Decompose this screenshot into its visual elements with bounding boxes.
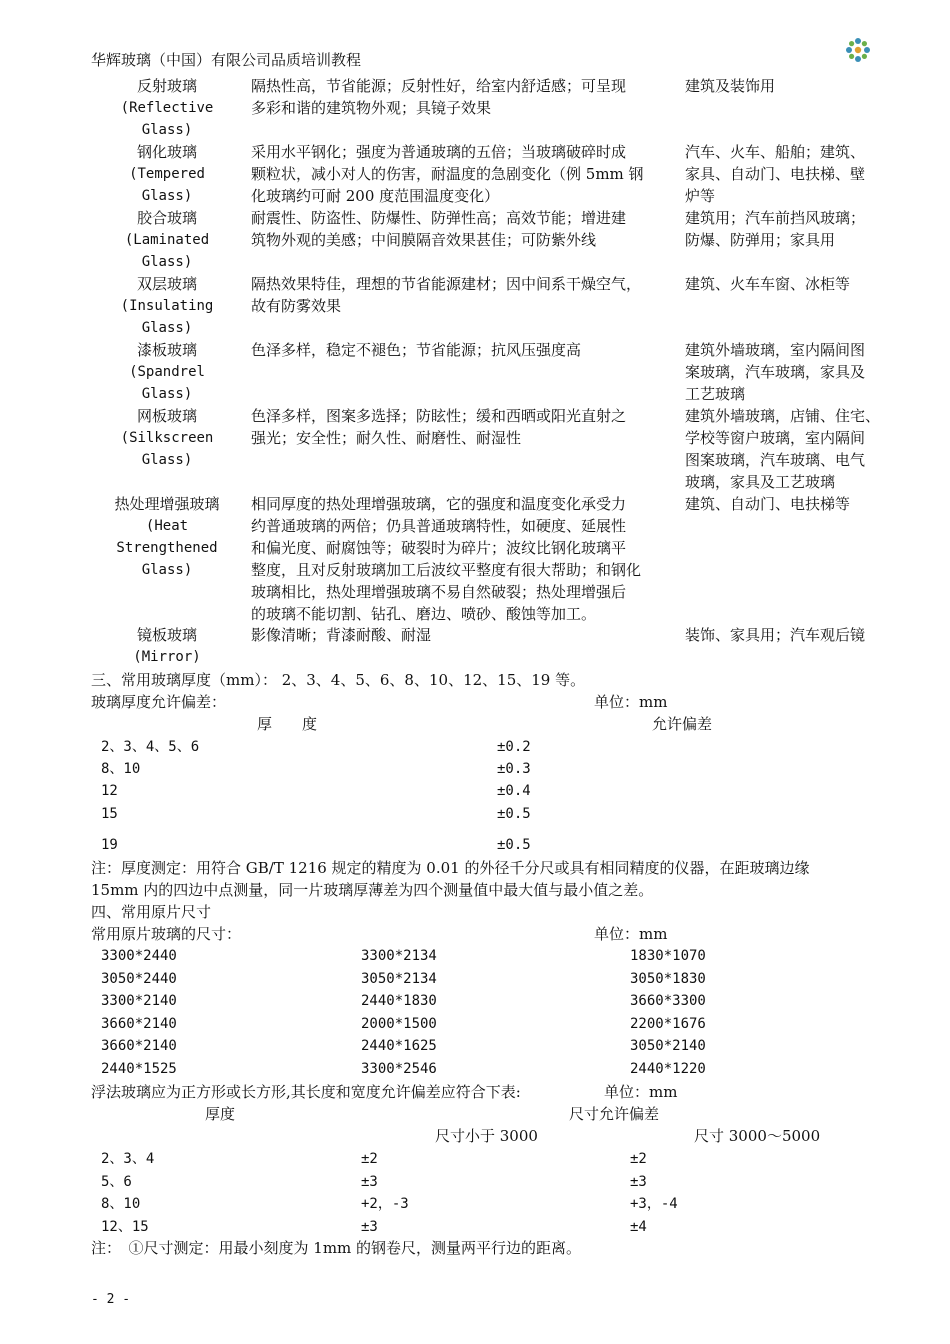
glass-type-name: [92, 624, 242, 668]
use-line: 建筑、火车车窗、冰柜等: [685, 275, 851, 293]
glass-name-en: Glass): [141, 320, 193, 336]
glass-name-en: (Silkscreen: [120, 430, 214, 446]
thickness-row-3-t: 12: [101, 783, 118, 799]
section4-heading: 四、常用原片尺寸: [91, 903, 212, 921]
thickness-row-5-v: ±0.5: [497, 837, 531, 853]
glass-name-en: Glass): [141, 122, 193, 138]
glass-name-en: Glass): [141, 188, 193, 204]
size-cell: 3300*2134: [361, 948, 437, 964]
feature-line: 隔热效果特佳，理想的节省能源建材；因中间系干燥空气，: [251, 275, 642, 293]
glass-name-zh: 镜板玻璃: [136, 626, 197, 644]
feature-line: 筑物外观的美感；中间膜隔音效果甚佳；可防紫外线: [251, 231, 597, 249]
sizes-unit: 单位：mm: [594, 925, 668, 943]
glass-features: [251, 207, 671, 251]
feature-line: 颗粒状，减小对人的伤害，耐温度的急剧变化（例 5mm 钢: [251, 165, 644, 183]
use-line: 家具、自动门、电扶梯、壁: [685, 165, 866, 183]
size-cell: 2440*1625: [361, 1038, 437, 1054]
feature-line: 的玻璃不能切割、钻孔、磨边、喷砂、酸蚀等加工。: [251, 605, 597, 623]
thickness-note-line2: 15mm 内的四边中点测量，同一片玻璃厚薄差为四个测量值中最大值与最小值之差。: [91, 881, 654, 899]
feature-line: 色泽多样，稳定不褪色；节省能源；抗风压强度高: [251, 341, 582, 359]
thickness-row-4-v: ±0.5: [497, 806, 531, 822]
use-line: 图案玻璃，汽车玻璃、电气: [685, 451, 866, 469]
thickness-row-5-t: 19: [101, 837, 118, 853]
tolerance-cell: ±3: [361, 1173, 378, 1190]
glass-name-en: (Tempered: [129, 166, 205, 182]
thickness-row-3-v: ±0.4: [497, 783, 531, 799]
header-title: 华辉玻璃（中国）有限公司品质培训教程: [91, 51, 362, 69]
sizes-label: 常用原片玻璃的尺寸：: [91, 925, 242, 943]
feature-line: 隔热性高，节省能源；反射性好，给室内舒适感；可呈现: [251, 77, 627, 95]
glass-uses: [685, 405, 900, 493]
glass-name-en: (Heat: [145, 518, 189, 534]
glass-name-en: Glass): [141, 386, 193, 402]
size-cell: 3050*2140: [630, 1038, 706, 1054]
tolerance-cell: ±4: [630, 1218, 647, 1235]
glass-name-zh: 网板玻璃: [136, 407, 197, 425]
glass-name-zh: 钢化玻璃: [136, 143, 197, 161]
glass-type-name: [92, 75, 242, 141]
thickness-row-2-t: 8、10: [101, 761, 141, 777]
glass-name-en: (Reflective: [120, 100, 214, 116]
thickness-tolerance-label: 玻璃厚度允许偏差：: [91, 693, 227, 711]
glass-features: [251, 339, 671, 361]
size-cell: 3300*2546: [361, 1060, 437, 1077]
size-cell: 3050*2440: [101, 970, 177, 987]
glass-features: [251, 405, 671, 449]
glass-uses: [685, 339, 900, 405]
sub-col-3000-5000: 尺寸 3000～5000: [694, 1127, 821, 1145]
thickness-row-4-t: 15: [101, 806, 118, 822]
glass-name-en: (Laminated: [124, 232, 210, 248]
glass-name-zh: 胶合玻璃: [136, 209, 197, 227]
glass-uses: [685, 207, 900, 251]
glass-features: [251, 273, 671, 317]
tolerance-cell: +3，-4: [630, 1196, 678, 1212]
use-line: 装饰、家具用；汽车观后镜: [685, 626, 866, 644]
feature-line: 耐震性、防盗性、防爆性、防弹性高；高效节能；增进建: [251, 209, 627, 227]
size-cell: 3300*2440: [101, 948, 177, 964]
glass-name-en: Strengthened: [116, 540, 218, 556]
size-cell: 2440*1830: [361, 993, 437, 1009]
glass-uses: [685, 624, 900, 646]
tolerance-cell: 12、15: [101, 1218, 149, 1235]
feature-line: 整度，且对反射玻璃加工后波纹平整度有很大帮助；和钢化: [251, 561, 642, 579]
feature-line: 多彩和谐的建筑物外观；具镜子效果: [251, 99, 492, 117]
size-cell: 3050*2134: [361, 970, 437, 987]
page-number: - 2 -: [91, 1292, 131, 1307]
glass-name-zh: 反射玻璃: [136, 77, 197, 95]
feature-line: 玻璃相比，热处理增强玻璃不易自然破裂；热处理增强后: [251, 583, 627, 601]
tolerance-cell: 8、10: [101, 1196, 141, 1212]
feature-line: 和偏光度、耐腐蚀等；破裂时为碎片；波纹比钢化玻璃平: [251, 539, 627, 557]
tolerance-cell: ±2: [361, 1151, 378, 1167]
col-thickness: 厚 度: [257, 715, 318, 733]
use-line: 建筑用；汽车前挡风玻璃；: [685, 209, 866, 227]
use-line: 建筑及装饰用: [685, 77, 776, 95]
tolerance-cell: 2、3、4: [101, 1151, 155, 1167]
size-cell: 2200*1676: [630, 1015, 706, 1032]
glass-type-name: [92, 141, 242, 207]
feature-line: 色泽多样，图案多选择；防眩性；缓和西晒或阳光直射之: [251, 407, 627, 425]
glass-name-en: Glass): [141, 452, 193, 468]
use-line: 防爆、防弹用；家具用: [685, 231, 836, 249]
section3-heading: 三、常用玻璃厚度（mm）： 2、3、4、5、6、8、10、12、15、19 等。: [91, 671, 586, 689]
use-line: 建筑外墙玻璃，室内隔间图: [685, 341, 866, 359]
size-cell: 3050*1830: [630, 970, 706, 987]
feature-line: 采用水平钢化；强度为普通玻璃的五倍；当玻璃破碎时成: [251, 143, 627, 161]
use-line: 玻璃，家具及工艺玻璃: [685, 473, 836, 491]
feature-line: 故有防雾效果: [251, 297, 342, 315]
glass-type-name: [92, 273, 242, 339]
size-cell: 3660*2140: [101, 1015, 177, 1032]
use-line: 学校等窗户玻璃，室内隔间: [685, 429, 866, 447]
flower-logo-icon: [845, 37, 871, 63]
glass-type-name: [92, 207, 242, 273]
feature-line: 相同厚度的热处理增强玻璃，它的强度和温度变化承受力: [251, 495, 627, 513]
glass-type-name: [92, 339, 242, 405]
use-line: 建筑外墙玻璃，店铺、住宅、: [685, 407, 881, 425]
size-cell: 2000*1500: [361, 1015, 437, 1032]
glass-name-zh: 漆板玻璃: [136, 341, 197, 359]
use-line: 汽车、火车、船舶；建筑、: [685, 143, 866, 161]
glass-name-en: (Insulating: [120, 298, 214, 314]
float-unit: 单位：mm: [604, 1083, 678, 1101]
glass-name-en: Glass): [141, 254, 193, 270]
size-cell: 3300*2140: [101, 993, 177, 1009]
size-cell: 2440*1525: [101, 1060, 177, 1077]
glass-type-name: [92, 405, 242, 471]
tolerance-cell: ±3: [630, 1173, 647, 1190]
glass-name-en: Glass): [141, 562, 193, 578]
glass-features: [251, 141, 671, 207]
size-note: 注： ①尺寸测定：用最小刻度为 1mm 的钢卷尺，测量两平行边的距离。: [91, 1239, 582, 1257]
use-line: 案玻璃，汽车玻璃，家具及: [685, 363, 866, 381]
glass-uses: [685, 273, 900, 295]
use-line: 炉等: [685, 187, 716, 205]
glass-features: [251, 75, 671, 119]
glass-uses: [685, 75, 900, 97]
feature-line: 影像清晰；背漆耐酸、耐湿: [251, 626, 432, 644]
glass-name-zh: 热处理增强玻璃: [114, 495, 220, 513]
col-size-tolerance: 尺寸允许偏差: [569, 1105, 660, 1123]
thickness-note-line1: 注：厚度测定：用符合 GB/T 1216 规定的精度为 0.01 的外径千分尺或具有相同精度的仪器，在距玻璃边缘: [91, 859, 810, 877]
use-line: 建筑、自动门、电扶梯等: [685, 495, 851, 513]
glass-name-zh: 双层玻璃: [136, 275, 197, 293]
size-cell: 1830*1070: [630, 948, 706, 964]
thickness-row-1-t: 2、3、4、5、6: [101, 739, 200, 755]
feature-line: 化玻璃约可耐 200 度范围温度变化）: [251, 187, 500, 205]
feature-line: 强光；安全性；耐久性、耐磨性、耐湿性: [251, 429, 522, 447]
tolerance-cell: +2，-3: [361, 1196, 409, 1212]
use-line: 工艺玻璃: [685, 385, 746, 403]
tolerance-cell: 5、6: [101, 1173, 132, 1190]
float-glass-line: 浮法玻璃应为正方形或长方形,其长度和宽度允许偏差应符合下表:: [91, 1083, 521, 1101]
size-cell: 3660*2140: [101, 1038, 177, 1054]
glass-features: [251, 624, 671, 646]
size-cell: 3660*3300: [630, 993, 706, 1009]
glass-name-en: (Mirror): [133, 649, 201, 665]
tolerance-cell: ±3: [361, 1218, 378, 1235]
unit-label: 单位：mm: [594, 693, 668, 711]
size-cell: 2440*1220: [630, 1060, 706, 1077]
tolerance-cell: ±2: [630, 1151, 647, 1167]
col-tolerance: 允许偏差: [652, 715, 713, 733]
glass-features: [251, 493, 671, 625]
thickness-row-1-v: ±0.2: [497, 739, 531, 755]
glass-type-name: [92, 493, 242, 581]
glass-name-en: (Spandrel: [129, 364, 205, 380]
sub-col-lt3000: 尺寸小于 3000: [435, 1127, 538, 1145]
glass-uses: [685, 141, 900, 207]
col-thickness-2: 厚度: [205, 1105, 236, 1123]
thickness-row-2-v: ±0.3: [497, 761, 531, 777]
feature-line: 约普通玻璃的两倍；仍具普通玻璃特性，如硬度、延展性: [251, 517, 627, 535]
glass-uses: [685, 493, 900, 515]
